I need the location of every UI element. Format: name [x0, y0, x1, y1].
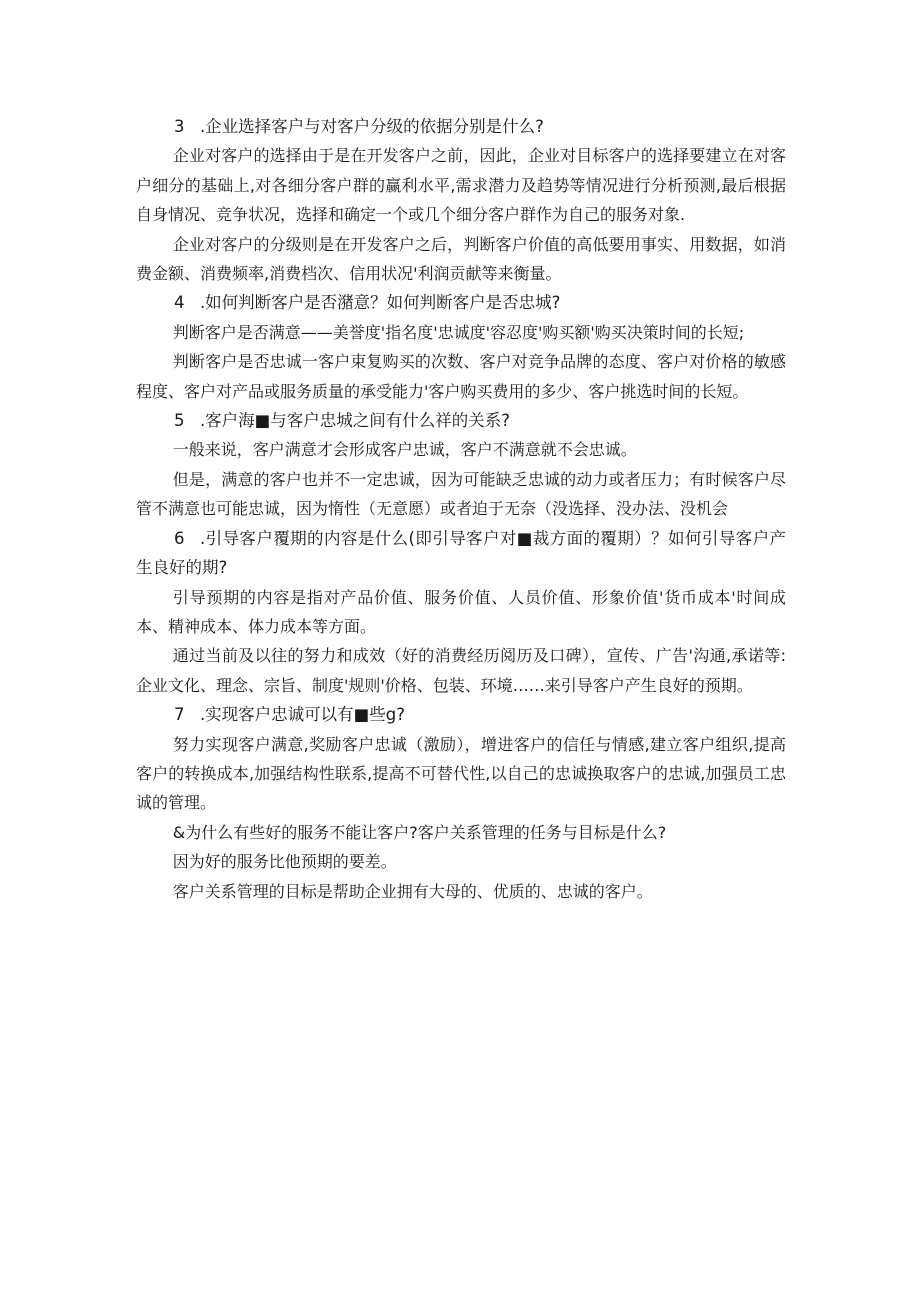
answer-paragraph: 但是，满意的客户也并不一定忠诚，因为可能缺乏忠诚的动力或者压力；有时候客户尽管不满意也可能忠诚，因为惰性（无意愿）或者迫于无奈（没选择、没办法、没机会 — [136, 469, 786, 519]
question-text: .实现客户忠诚可以有■些g? — [199, 705, 406, 725]
question-number: 7 — [173, 705, 185, 725]
question-heading-7 — [136, 700, 786, 729]
answer-paragraph: 判断客户是否忠诚一客户束复购买的次数、客户对竞争品牌的态度、客户对价格的敏感程度、客户对产品或服务质量的承受能力'客户购买费用的多少、客户挑选时间的长短。 — [136, 352, 786, 401]
question-number: 5 — [173, 411, 185, 431]
document-page — [136, 112, 786, 906]
question-text: .客户海■与客户忠城之间有什么祥的关系? — [199, 411, 511, 431]
question-text: .引导客户覆期的内容是什么(即引导客户对■裁方面的覆期）？如何引导客户产生良好的期? — [136, 528, 786, 578]
answer-paragraph: 判断客户是否满意——美誉度'指名度'忠诚度'容忍度'购买额'购买决策时间的长短; — [172, 322, 745, 342]
answer-paragraph: 企业对客户的分级则是在开发客户之后，判断客户价值的高低要用事实、用数据，如消费金额、消费频率,消费档次、信用状况'利润贡献等来衡量。 — [136, 234, 786, 284]
answer-paragraph: 因为好的服务比他预期的要差。 — [172, 852, 397, 872]
question-text: .如何判断客户是否潴意？如何判断客户是否忠城? — [199, 293, 561, 313]
answer-paragraph: 引导预期的内容是指对产品价值、服务价值、人员价值、形象价值'货币成本'时间成本、精神成本、体力成本等方面。 — [136, 587, 786, 636]
question-number: 4 — [173, 293, 185, 313]
question-heading-6 — [136, 524, 786, 583]
answer-paragraph: 努力实现客户满意,奖励客户忠诚（激励），增进客户的信任与情感,建立客户组织,提高客户的转换成本,加强结构性联系,提高不可替代性,以自己的忠诚换取客户的忠诚,加强员工忠诚的管理。 — [136, 734, 786, 813]
answer-paragraph: 客户关系管理的目标是帮助企业拥有大母的、优质的、忠诚的客户。 — [172, 881, 653, 901]
answer-paragraph: 企业对客户的选择由于是在开发客户之前，因此，企业对目标客户的选择要建立在对客户细分的基础上,对各细分客户群的赢利水平,需求潜力及趋势等情况进行分析预测,最后根据自身情况、竞争状况，选择和确定一个或几个细分客户群作为自己的服务对象. — [136, 146, 786, 225]
question-heading-4 — [136, 288, 786, 317]
question-number: 6 — [173, 528, 185, 548]
answer-paragraph: 一般来说，客户满意才会形成客户忠诚，客户不满意就不会忠诚。 — [172, 440, 637, 460]
question-paragraph-8: &为什么有些好的服务不能让客户?客户关系管理的任务与目标是什么? — [172, 822, 667, 842]
question-heading-5 — [136, 406, 786, 435]
answer-paragraph: 通过当前及以往的努力和成效（好的消费经历阅历及口碑），宣传、广告'沟通,承诺等:企业文化、理念、宗旨、制度'规则'价格、包装、环境……来引导客户产生良好的预期。 — [136, 646, 786, 695]
question-number: 3 — [173, 117, 185, 136]
question-heading-3 — [136, 112, 786, 141]
question-text: .企业选择客户与对客户分级的依据分别是什么? — [199, 117, 544, 136]
